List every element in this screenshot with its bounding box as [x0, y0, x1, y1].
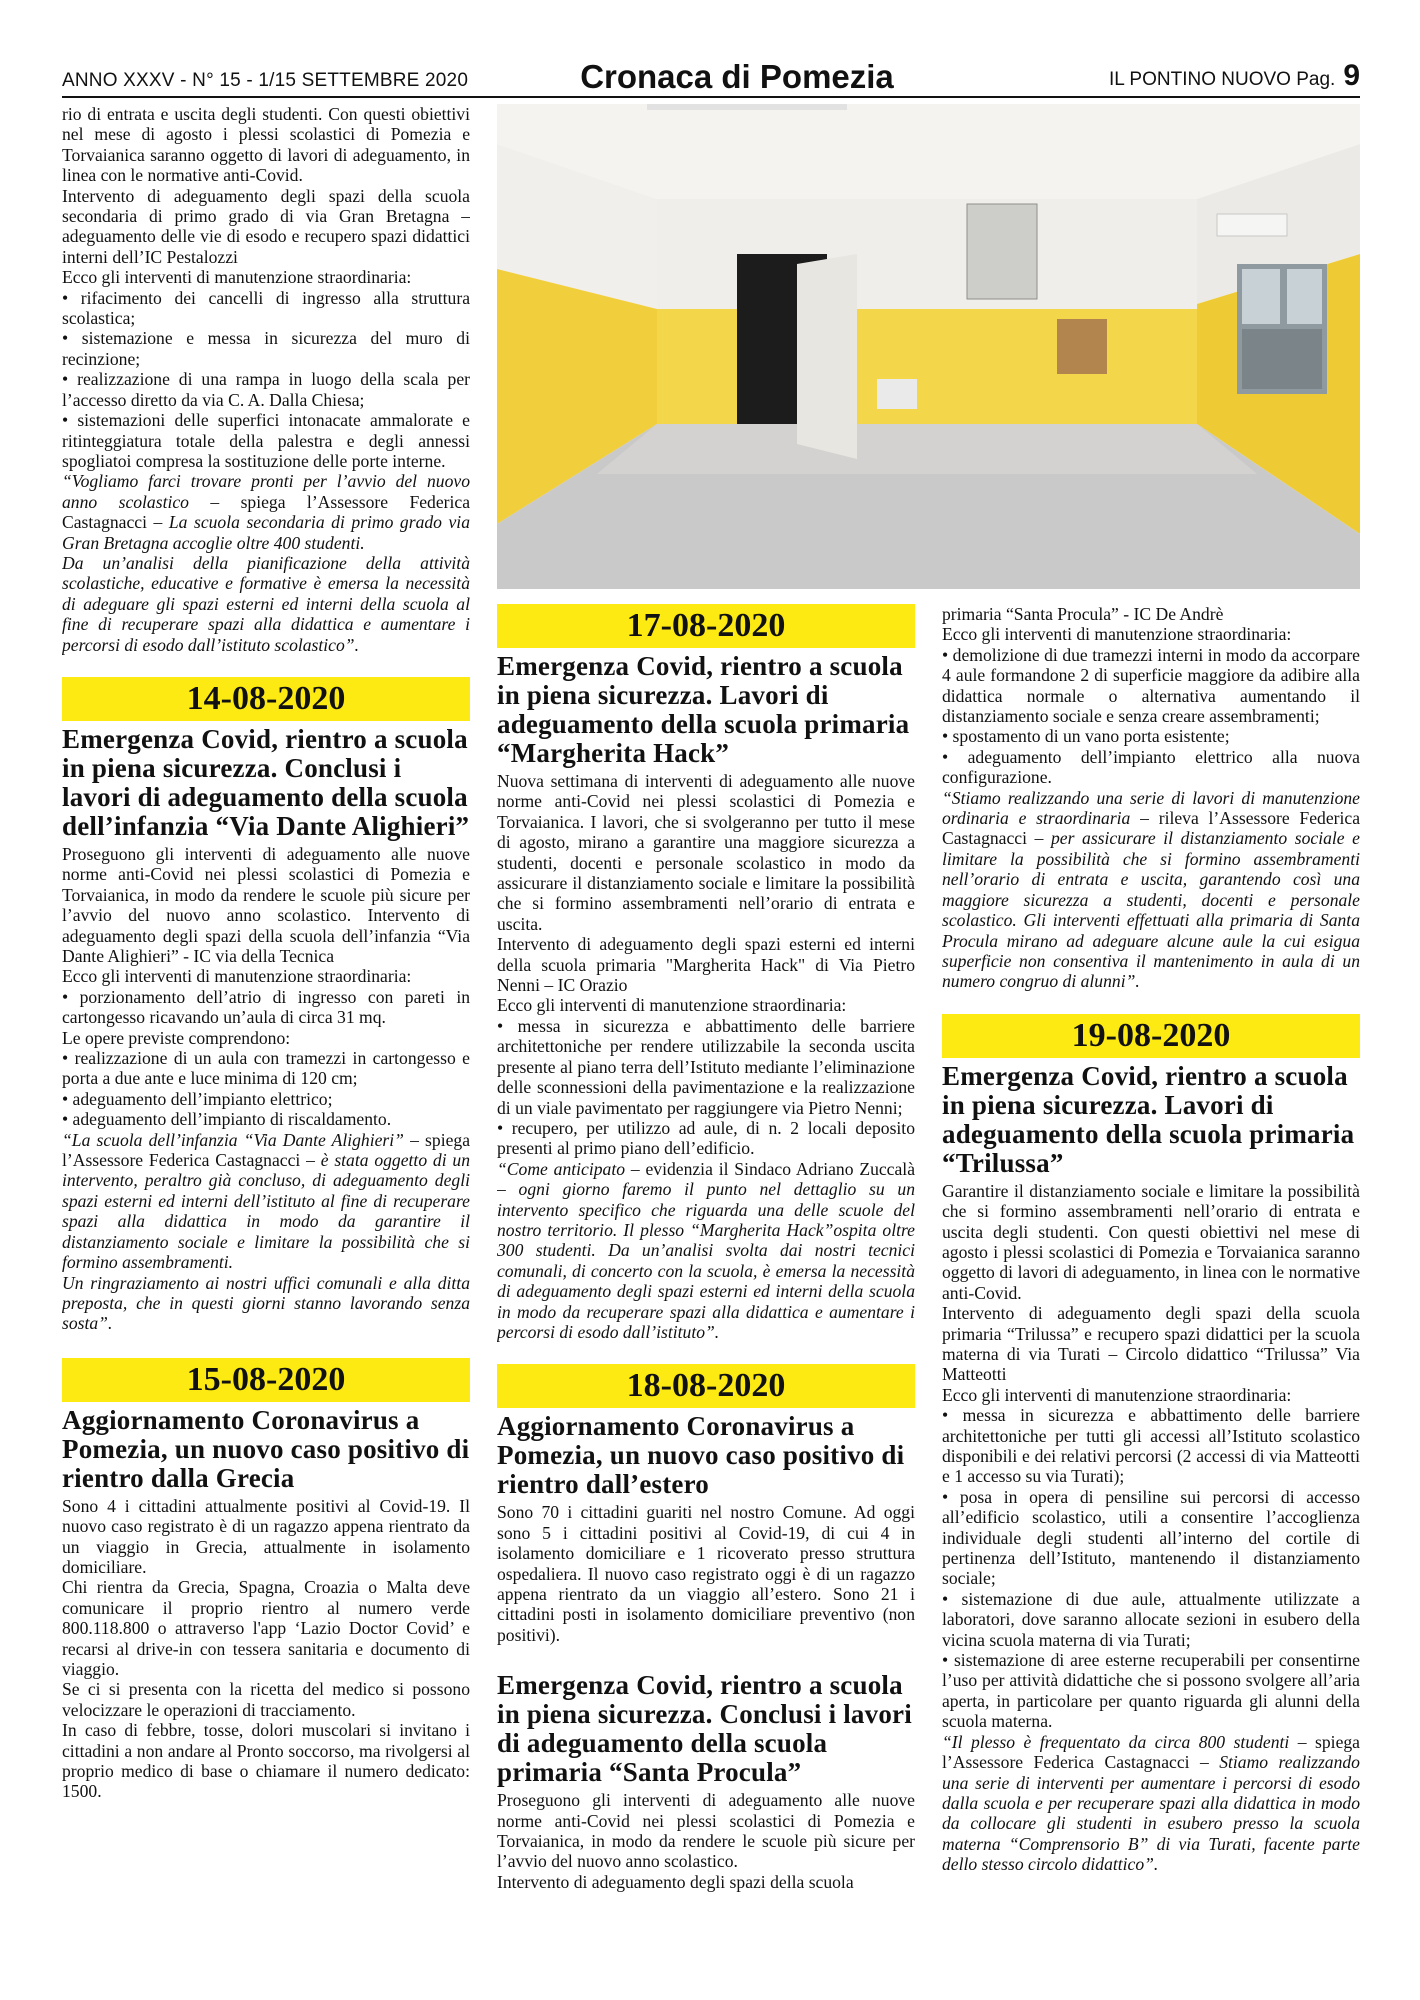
article-title: Emergenza Covid, rientro a scuola in piena sicurezza. Conclusi i lavori di adeguamento della scuola primaria “Santa Procula” — [497, 1670, 912, 1788]
date-banner: 14-08-2020 — [62, 677, 470, 721]
paragraph: Ecco gli interventi di manutenzione straordinaria: — [497, 995, 847, 1016]
paragraph: Intervento di adeguamento degli spazi esterni ed interni della scuola primaria "Margherita Hack" di Via Pietro Nenni – IC Orazio — [497, 934, 915, 996]
column-2 — [497, 604, 915, 1984]
quote-part: “La scuola dell’infanzia “Via Dante Alighieri” — [62, 1129, 404, 1150]
paragraph: Sono 70 i cittadini guariti nel nostro Comune. Ad oggi sono 5 i cittadini positivi al Covid-19, di cui 4 in isolamento domiciliare e 1 ricoverato presso struttura ospedaliera. Il nuovo caso registrato oggi è di un ragazzo appena rientrato da un viaggio all’estero. Sono 21 i cittadini posti in isolamento domiciliare preventivo (non positivi). — [497, 1502, 915, 1645]
paragraph: Ecco gli interventi di manutenzione straordinaria: — [62, 267, 412, 288]
quote — [942, 788, 1360, 992]
column-1 — [62, 104, 470, 1984]
quote-part: “Come anticipato — [497, 1158, 626, 1179]
bullet: • sistemazione e messa in sicurezza del muro di recinzione; — [62, 328, 470, 369]
paragraph: Le opere previste comprendono: — [62, 1027, 291, 1048]
paragraph: Sono 4 i cittadini attualmente positivi al Covid-19. Il nuovo caso registrato è di un ragazzo appena rientrato da un viaggio in Grecia, attualmente in isolamento domiciliare. — [62, 1495, 470, 1577]
quote-part: è stata oggetto di un intervento, peraltro già concluso, di adeguamento degli spazi esterni ed interni dell’istituto al fine di recuperare spazi alla didattica in modo da garantire il distanziamento sociale e limitare la possibilità che si formino assembramenti. — [62, 1150, 470, 1273]
issue-info: ANNO XXXV - N° 15 - 1/15 SETTEMBRE 2020 — [62, 70, 469, 91]
page-header — [62, 60, 1360, 98]
date-banner: 15-08-2020 — [62, 1358, 470, 1402]
paragraph: Se ci si presenta con la ricetta del medico si possono velocizzare le operazioni di tracciamento. — [62, 1679, 470, 1720]
bullet: • sistemazioni delle superfici intonacate ammalorate e ritinteggiatura totale della palestra e degli annessi spogliatoi compresa la sostituzione delle porte interne. — [62, 410, 470, 471]
date-banner: 19-08-2020 — [942, 1014, 1360, 1058]
article-title: Aggiornamento Coronavirus a Pomezia, un nuovo caso positivo di rientro dalla Grecia — [62, 1404, 470, 1493]
paragraph: Proseguono gli interventi di adeguamento alle nuove norme anti-Covid nei plessi scolastici di Pomezia e Torvaianica, in modo da rendere le scuole più sicure per l’avvio del nuovo anno scolastico. Intervento di adeguamento degli spazi della scuola dell’infanzia “Via Dante Alighieri” - IC via della Tecnica — [62, 843, 470, 966]
paragraph: Ecco gli interventi di manutenzione straordinaria: — [942, 624, 1292, 645]
bullet: • spostamento di un vano porta esistente; — [942, 726, 1230, 747]
paragraph: Ecco gli interventi di manutenzione straordinaria: — [942, 1384, 1292, 1405]
bullet: • realizzazione di un aula con tramezzi in cartongesso e porta a due ante e luce minima di 120 cm; — [62, 1048, 470, 1089]
article-title: Emergenza Covid, rientro a scuola in piena sicurezza. Lavori di adeguamento della scuola primaria “Trilussa” — [942, 1060, 1355, 1178]
paragraph: Intervento di adeguamento degli spazi della scuola secondaria di primo grado di via Gran Bretagna – adeguamento delle vie di esodo e recupero spazi didattici interni dell’IC Pestalozzi — [62, 185, 470, 267]
paragraph: Intervento di adeguamento degli spazi della scuola — [497, 1871, 854, 1892]
bullet: • sistemazione di aree esterne recuperabili per consentirne l’uso per attività didattiche che si possono svolgere all’aria aperta, in particolare per quanto riguarda gli alunni della scuola materna. — [942, 1650, 1360, 1732]
paper-title: IL PONTINO NUOVO Pag. — [1109, 69, 1336, 90]
quote-attribution: – evidenzia il Sindaco Adriano Zuccalà – — [497, 1158, 915, 1200]
bullet: • realizzazione di una rampa in luogo della scala per l’accesso diretto da via C. A. Dalla Chiesa; — [62, 369, 470, 410]
quote-attribution: – spiega l’Assessore Federica Castagnacci – — [62, 491, 470, 533]
bullet: • recupero, per utilizzo ad aule, di n. 2 locali deposito presenti al primo piano dell’edificio. — [497, 1117, 915, 1159]
bullet: • rifacimento dei cancelli di ingresso alla struttura scolastica; — [62, 287, 470, 329]
article-title: Aggiornamento Coronavirus a Pomezia, un nuovo caso positivo di rientro dall’estero — [497, 1411, 905, 1500]
page-number: 9 — [1343, 59, 1360, 92]
spacer — [62, 655, 470, 677]
paragraph: In caso di febbre, tosse, dolori muscolari si invitano i cittadini a non andare al Pronto soccorso, ma rivolgersi al proprio medico di base o chiamare il numero dedicato: 1500. — [62, 1720, 470, 1802]
classroom-photo-graphic — [497, 104, 1360, 589]
quote-attribution: – rileva l’Assessore Federica Castagnacci – — [942, 808, 1360, 849]
paragraph: primaria “Santa Procula” - IC De Andrè — [942, 604, 1224, 624]
quote-part: ogni giorno faremo il punto nel dettaglio su un intervento specifico che riguarda una delle scuole del nostro territorio. Il plesso “Margherita Hack”ospita oltre 300 studenti. Da un’analisi svolta dai nostri tecnici comunali, di concerto con la scuola, è emersa la necessità di adeguamento degli spazi esterni ed interni della scuola in modo da recuperare spazi alla didattica e aumentare i percorsi di esodo dall’istituto”. — [497, 1179, 915, 1342]
paragraph: Intervento di adeguamento degli spazi della scuola primaria “Trilussa” e recupero spazi didattici per la scuola materna di via Turati – Circolo didattico “Trilussa” Via Matteotti — [942, 1303, 1360, 1385]
article-title: Emergenza Covid, rientro a scuola in piena sicurezza. Conclusi i lavori di adeguamento della scuola dell’infanzia “Via Dante Alighieri” — [62, 723, 470, 841]
bullet: • messa in sicurezza e abbattimento delle barriere architettoniche per tutti gli accessi all’Istituto scolastico disponibili e dei relativi percorsi (2 accessi di via Matteotti e 1 accesso su via Turati); — [942, 1405, 1360, 1487]
quote — [62, 1130, 470, 1273]
spacer — [497, 1645, 915, 1671]
bullet: • posa in opera di pensiline sui percorsi di accesso all’edificio scolastico, utili a consentire l’accoglienza individuale degli studenti all’interno del cortile di pertinenza dell’Istituto, mantenendo il distanziamento sociale; — [942, 1486, 1360, 1589]
quote-part: La scuola secondaria di primo grado via Gran Bretagna accoglie oltre 400 studenti. — [62, 512, 470, 553]
date-banner: 18-08-2020 — [497, 1364, 915, 1408]
quote — [942, 1732, 1360, 1875]
quote-part: “Il plesso è frequentato da circa 800 studenti — [942, 1731, 1290, 1752]
classroom-photo — [497, 104, 1360, 589]
quote-attribution: – spiega l’Assessore Federica Castagnacci – — [942, 1731, 1360, 1773]
paragraph: Nuova settimana di interventi di adeguamento alle nuove norme anti-Covid nei plessi scolastici di Pomezia e Torvaianica. I lavori, che si svolgeranno per tutto il mese di agosto, mirano a garantire una maggiore sicurezza a studenti, docenti e personale scolastico in modo da assicurare il distanziamento sociale e limitare la possibilità che si formino assembramenti nell’orario di entrata e uscita. — [497, 771, 915, 934]
bullet: • adeguamento dell’impianto elettrico; — [62, 1088, 333, 1109]
paragraph: Garantire il distanziamento sociale e limitare la possibilità che si formino assembramenti nell’orario di entrata e uscita degli studenti. Con questi obiettivi nel mese di agosto i plessi scolastici di Pomezia e Torvaianica saranno oggetto di lavori di adeguamento, in linea con le normative anti-Covid. — [942, 1180, 1360, 1303]
bullet: • demolizione di due tramezzi interni in modo da accorpare 4 aule formandone 2 di superficie maggiore da adibire alla didattica normale o alternativa aumentando il distanziamento sociale e senza creare assembramenti; — [942, 644, 1360, 727]
article-title: Emergenza Covid, rientro a scuola in piena sicurezza. Lavori di adeguamento della scuola primaria “Margherita Hack” — [497, 651, 910, 768]
bullet: • sistemazione di due aule, attualmente utilizzate a laboratori, dove saranno allocate sezioni in esubero della vicina scuola materna di via Turati; — [942, 1588, 1360, 1650]
spacer — [62, 1334, 470, 1358]
quote — [497, 1159, 915, 1343]
paragraph: Proseguono gli interventi di adeguamento alle nuove norme anti-Covid nei plessi scolastici di Pomezia e Torvaianica, in modo da rendere le scuole più sicure per l’avvio del nuovo anno scolastico. — [497, 1790, 915, 1872]
quote — [62, 471, 470, 553]
spacer — [497, 1342, 915, 1364]
paragraph: Chi rientra da Grecia, Spagna, Croazia o Malta deve comunicare il proprio rientro al numero verde 800.118.800 o attraverso l'app ‘Lazio Doctor Covid’ e recarsi al drive-in con tessera sanitaria e documento di viaggio. — [62, 1577, 470, 1679]
quote-part: “Stiamo realizzando una serie di lavori di manutenzione ordinaria e straordinaria — [942, 787, 1360, 829]
bullet: • messa in sicurezza e abbattimento delle barriere architettoniche per rendere utilizzabile la seconda uscita presente al piano terra dell’Istituto mediante l’eliminazione delle sconnessioni della pavimentazione e la realizzazione di un viale pavimentato per raggiungere via Pietro Nenni; — [497, 1015, 915, 1118]
spacer — [942, 992, 1360, 1014]
quote-attribution: – spiega l’Assessore Federica Castagnacci – — [62, 1129, 470, 1171]
date-banner: 17-08-2020 — [497, 604, 915, 648]
paragraph: Ecco gli interventi di manutenzione straordinaria: — [62, 966, 412, 987]
bullet: • porzionamento dell’atrio di ingresso con pareti in cartongesso ricavando un’aula di circa 31 mq. — [62, 986, 470, 1028]
bullet: • adeguamento dell’impianto elettrico alla nuova configurazione. — [942, 746, 1360, 788]
quote-paragraph: Un ringraziamento ai nostri uffici comunali e alla ditta preposta, che in questi giorni stanno lavorando senza sosta”. — [62, 1272, 470, 1334]
section-title: Cronaca di Pomezia — [580, 58, 894, 95]
quote-part: Stiamo realizzando una serie di interventi per aumentare i percorsi di esodo dalla scuola e per recuperare spazi alla didattica in modo da collocare gli studenti in esubero presso la scuola materna “Comprensorio B” di via Turati, facente parte dello stesso circolo didattico”. — [942, 1752, 1360, 1875]
quote-part: “Vogliamo farci trovare pronti per l’avvio del nuovo anno scolastico — [62, 471, 470, 512]
quote-paragraph: Da un’analisi della pianificazione della attività scolastiche, educative e formative è emersa la necessità di adeguare gli spazi esterni ed interni della scuola al fine di recuperare spazi alla didattica e aumentare i percorsi di esodo dall’istituto scolastico”. — [62, 552, 470, 655]
paragraph: rio di entrata e uscita degli studenti. Con questi obiettivi nel mese di agosto i plessi scolastici di Pomezia e Torvaianica saranno oggetto di lavori di adeguamento, in linea con le normative anti-Covid. — [62, 104, 470, 186]
column-3 — [942, 604, 1360, 1984]
paper-name — [1109, 59, 1360, 93]
quote-part: per assicurare il distanziamento sociale e limitare la possibilità che si formino assembramenti nell’orario di entrata e uscita, garantendo così una maggiore sicurezza a studenti, docenti e personale scolastico. Gli interventi effettuati alla primaria di Santa Procula mirano ad adeguare alcune aule la cui esigua superficie non consentiva il mantenimento in aula di un numero congruo di alunni”. — [942, 828, 1360, 992]
bullet: • adeguamento dell’impianto di riscaldamento. — [62, 1109, 392, 1130]
